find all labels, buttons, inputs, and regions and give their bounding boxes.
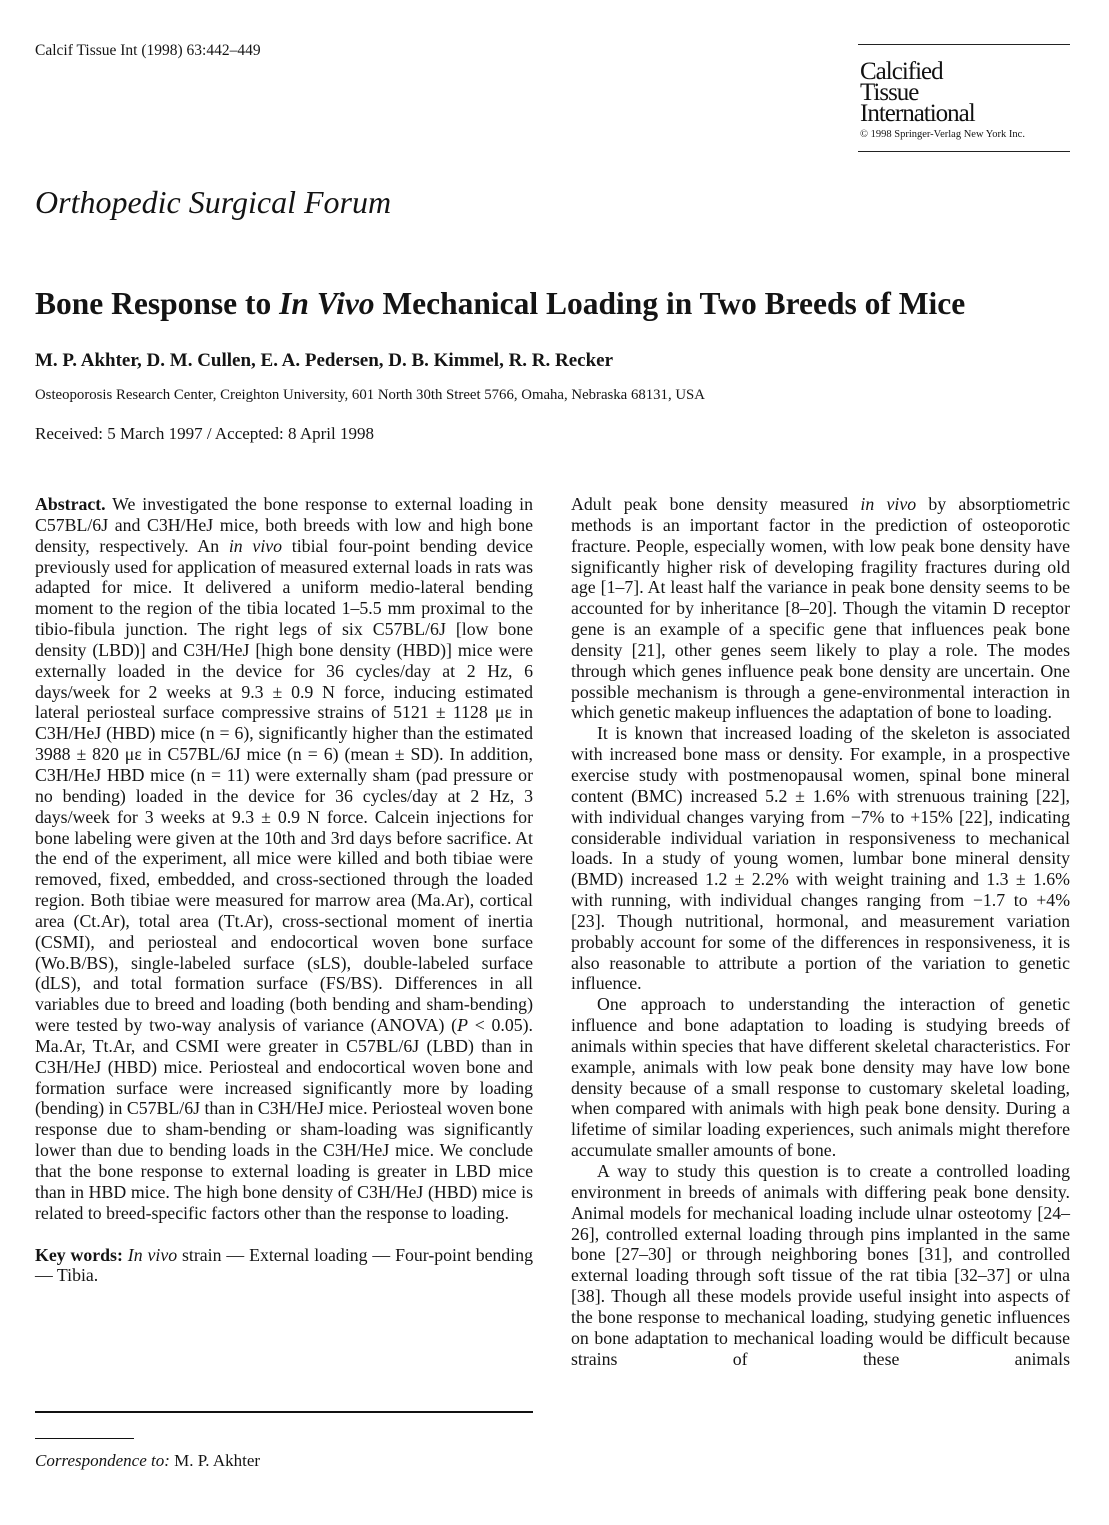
copyright-notice: © 1998 Springer-Verlag New York Inc. bbox=[860, 129, 1025, 140]
correspondence-name: M. P. Akhter bbox=[169, 1451, 261, 1470]
received-accepted-dates: Received: 5 March 1997 / Accepted: 8 April 1998 bbox=[35, 424, 374, 443]
abstract-italic: in vivo bbox=[228, 535, 283, 556]
body-text: by absorptiometric methods is an important factor in the prediction of osteoporotic fracture. People, especially women, with low peak bone density have significantly higher risk of developing fragility fractures during old age [1–7]. At least half the variance in peak bone density seems to be accounted for by inheritance [8–20]. Though the vitamin D receptor gene is an example of a specific gene that influences peak bone density [21], other genes seem likely to play a role. The modes through which genes influence peak bone density are uncertain. One possible mechanism is through a gene-environmental interaction in which genetic makeup influences the adaptation of bone to loading. bbox=[571, 494, 1070, 723]
correspondence-footnote bbox=[35, 1451, 260, 1471]
section-title: Orthopedic Surgical Forum bbox=[35, 184, 392, 220]
journal-logo-line: Calcified bbox=[860, 58, 943, 85]
citation: Calcif Tissue Int (1998) 63:442–449 bbox=[35, 42, 261, 59]
footnote-divider bbox=[35, 1411, 533, 1413]
keywords-label: Key words: bbox=[35, 1244, 123, 1265]
body-text: Adult peak bone density measured bbox=[571, 494, 861, 514]
journal-logo-line: International bbox=[860, 100, 975, 127]
abstract-text: We investigated the bone response to external loading in C57BL/6J and C3H/HeJ mice, both breeds with low and high bone density, respectively. An bbox=[35, 494, 533, 556]
right-column bbox=[571, 494, 1070, 1369]
authors: M. P. Akhter, D. M. Cullen, E. A. Pedersen, D. B. Kimmel, R. R. Recker bbox=[35, 350, 614, 371]
abstract bbox=[35, 494, 533, 1224]
title-italic: In Vivo bbox=[279, 286, 375, 321]
abstract-label: Abstract. bbox=[35, 494, 106, 514]
body-paragraph: It is known that increased loading of the skeleton is associated with increased bone mass or density. For example, in a prospective exercise study with postmenopausal women, spinal bone mineral content (BMC) increased 5.2 ± 1.6% with strenuous training [22], with individual changes varying from −7% to +15% [22], indicating considerable individual variation in responsiveness to mechanical loads. In a study of young women, lumbar bone mineral density (BMD) increased 1.2 ± 2.2% with weight training and 1.3 ± 1.6% with running, with individual changes ranging from −1.7 to +4% [23]. Though nutritional, hormonal, and measurement variation probably account for some of the differences in responsiveness, it is also reasonable to attribute a portion of the variation to genetic influence. bbox=[571, 723, 1070, 994]
journal-logo bbox=[858, 44, 1070, 152]
affiliation: Osteoporosis Research Center, Creighton University, 601 North 30th Street 5766, Omaha, Nebraska 68131, USA bbox=[35, 387, 705, 403]
body-italic: in vivo bbox=[860, 494, 917, 514]
abstract-text: tibial four-point bending device previously used for application of measured external loads in rats was adapted for mice. It delivered a uniform medio-lateral bending moment to the region of the tibia located 1–5.5 mm proximal to the tibio-fibula junction. The right legs of six C57BL/6J [low bone density (LBD)] and C3H/HeJ [high bone density (HBD)] mice were externally loaded in the device for 36 cycles/day at 2 Hz, 6 days/week for 2 weeks at 9.3 ± 0.9 N force, inducing estimated lateral periosteal surface compressive strains of 5121 ± 1128 με in C3H/HeJ (HBD) mice (n = 6), significantly higher than the estimated 3988 ± 820 με in C57BL/6J mice (n = 6) (mean ± SD). In addition, C3H/HeJ HBD mice (n = 11) were externally sham (pad pressure or no bending) loaded in the device for 36 cycles/day at 2 Hz, 3 days/week for 3 weeks at 9.3 ± 0.9 N force. Calcein injections for bone labeling were given at the 10th and 3rd days before sacrifice. At the end of the experiment, all mice were killed and both tibiae were removed, fixed, embedded, and cross-sectioned through the loaded region. Both tibiae were measured for marrow area (Ma.Ar), cortical area (Ct.Ar), total area (Tt.Ar), cross-sectional moment of inertia (CSMI), and periosteal and endocortical woven bone surface (Wo.B/BS), single-labeled surface (sLS), double-labeled surface (dLS), and total formation surface (FS/BS). Differences in all variables due to breed and loading (both bending and sham-bending) were tested by two-way analysis of variance (ANOVA) ( bbox=[35, 535, 533, 1036]
left-column bbox=[35, 494, 533, 1286]
body-paragraph: One approach to understanding the interaction of genetic influence and bone adaptation to loading is studying breeds of animals within species that have different skeletal characteristics. For example, animals with low peak bone density may have low bone density because of a small response to customary skeletal loading, when compared with animals with high peak bone density. During a lifetime of similar loading experiences, such animals might therefore accumulate smaller amounts of bone. bbox=[571, 994, 1070, 1161]
footnote-rule bbox=[35, 1438, 134, 1439]
body-paragraph bbox=[571, 494, 1070, 723]
paper-title bbox=[35, 286, 965, 322]
abstract-text: < 0.05). Ma.Ar, Tt.Ar, and CSMI were greater in C57BL/6J (LBD) than in C3H/HeJ (HBD) mice. Periosteal and endocortical woven bone and formation surface were increased significantly more by loading (bending) in C57BL/6J than in C3H/HeJ mice. Periosteal woven bone response due to sham-bending or sham-loading was significantly lower than due to bending loads in the C3H/HeJ mice. We conclude that the bone response to external loading is greater in LBD mice than in HBD mice. The high bone density of C3H/HeJ (HBD) mice is related to breed-specific factors other than the response to loading. bbox=[35, 1015, 533, 1223]
abstract-italic: P bbox=[457, 1015, 468, 1036]
keywords bbox=[35, 1245, 533, 1287]
keywords-italic: In vivo bbox=[127, 1244, 178, 1265]
journal-logo-line: Tissue bbox=[860, 79, 919, 106]
keywords-text: strain — External loading — Four-point bending — Tibia. bbox=[35, 1244, 534, 1286]
title-text: Bone Response to bbox=[35, 286, 280, 321]
body-paragraph: A way to study this question is to create a controlled loading environment in breeds of animals with differing peak bone density. Animal models for mechanical loading include ulnar osteotomy [24–26], controlled external loading through pins implanted in the same bone [27–30] or through neighboring bones [31], and controlled external loading through soft tissue of the rat tibia [32–37] or ulna [38]. Though all these models provide useful insight into aspects of the bone response to mechanical loading, studying genetic influences on bone adaptation to mechanical loading would be difficult because strains of these animals bbox=[571, 1161, 1070, 1369]
title-text: Mechanical Loading in Two Breeds of Mice bbox=[374, 286, 966, 321]
correspondence-label: Correspondence to: bbox=[35, 1451, 170, 1470]
